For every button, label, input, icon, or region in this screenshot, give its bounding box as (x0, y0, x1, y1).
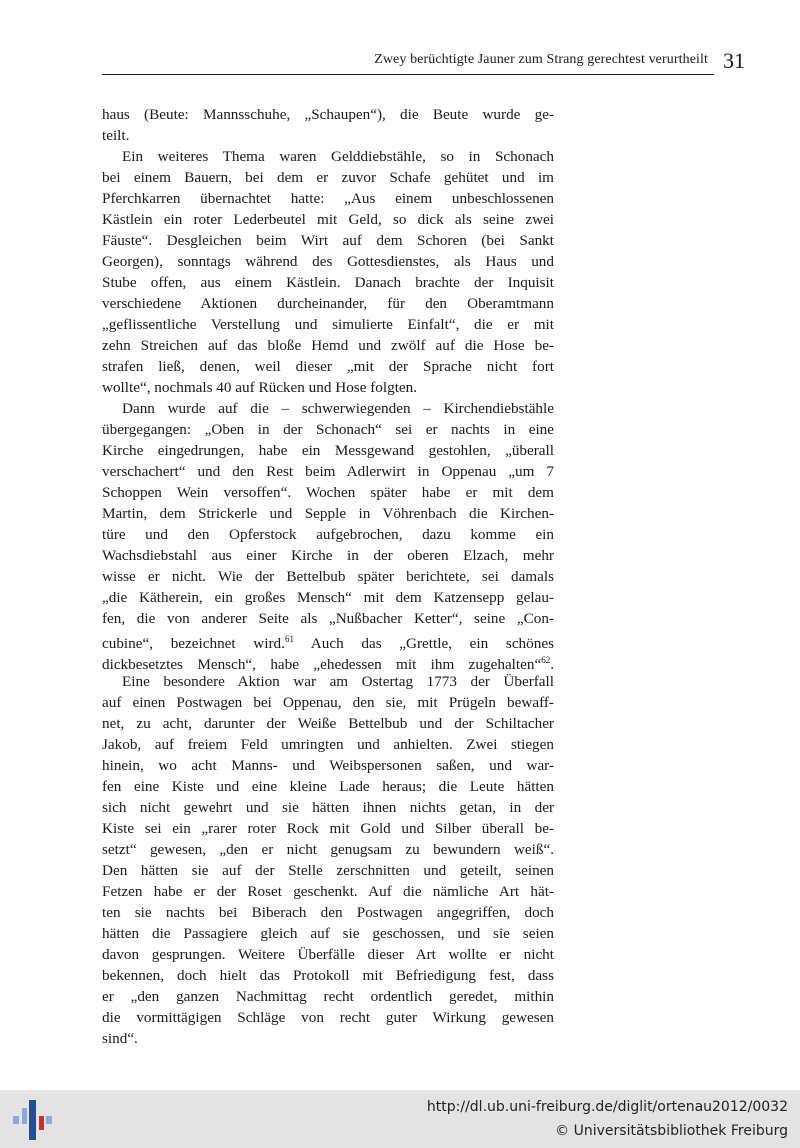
text-line: fen eine Kiste und eine kleine Lade heraus; die Leute hätten (102, 778, 554, 795)
line-text: Auch das „Grettle, ein schönes (310, 635, 554, 653)
text-line: Georgen), sonntags während des Gottesdienstes, als Haus und (102, 253, 554, 270)
text-line: setzt“ gewesen, „den er nicht genugsam zu bewundern weiß“. (102, 841, 554, 858)
text-line: Kirche eingedrungen, habe ein Messgewand gestohlen, „überall (102, 442, 554, 459)
text-line: Dann wurde auf die – schwerwiegenden – Kirchendiebstähle (122, 400, 554, 417)
text-line: Kästlein ein roter Lederbeutel mit Geld, so dick als seine zwei (102, 211, 554, 228)
text-line: ten sie nachts bei Biberach den Postwagen angegriffen, doch (102, 904, 554, 921)
text-line: hätten die Passagiere gleich auf sie geschossen, und sie seien (102, 925, 554, 942)
text-line: Wachsdiebstahl aus einer Kirche in der oberen Elzach, mehr (102, 547, 554, 564)
text-line: Eine besondere Aktion war am Ostertag 1773 der Überfall (122, 673, 554, 690)
running-header (102, 48, 714, 75)
text-line: bekennen, doch hielt das Protokoll mit Befriedigung fest, dass (102, 967, 554, 984)
text-line: bei einem Bauern, bei dem er zuvor Schafe gehütet und im (102, 169, 554, 186)
text-line: wisse er nicht. Wie der Bettelbub später berichtete, sei damals (102, 568, 554, 585)
running-title: Zwey berüchtigte Jauner zum Strang gerechtest verurtheilt (374, 52, 708, 67)
text-line: Martin, dem Strickerle und Sepple in Vöhrenbach die Kirchen- (102, 505, 554, 522)
text-line: türe und den Opferstock aufgebrochen, dazu komme ein (102, 526, 554, 543)
text-line: übergegangen: „Oben in der Schonach“ sei er nachts in eine (102, 421, 554, 438)
text-line: net, zu acht, darunter der Weiße Bettelbub und der Schiltacher (102, 715, 554, 732)
text-line: auf einen Postwagen bei Oppenau, den sie, mit Prügeln bewaff- (102, 694, 554, 711)
text-line: die vormittägigen Schläge von recht guter Wirkung gewesen (102, 1009, 554, 1026)
text-line: verschachert“ und den Rest beim Adlerwirt in Oppenau „um 7 (102, 463, 554, 480)
text-line: Fäuste“. Desgleichen beim Wirt auf dem Schoren (bei Sankt (102, 232, 554, 249)
text-line: haus (Beute: Mannsschuhe, „Schaupen“), die Beute wurde ge- (102, 106, 554, 123)
text-line: verschiedene Aktionen durcheinander, für den Oberamtmann (102, 295, 554, 312)
text-line-with-footnote (102, 629, 554, 653)
text-line: Den hätten sie auf der Stelle zerschnitten und geteilt, seinen (102, 862, 554, 879)
footnote-ref-61: 61 (284, 634, 294, 644)
footer-bar (0, 1090, 800, 1148)
copyright-notice: © Universitätsbibliothek Freiburg (555, 1123, 788, 1139)
text-line: hinein, wo acht Manns- und Weibspersonen saßen, und war- (102, 757, 554, 774)
ub-freiburg-logo-icon[interactable] (13, 1098, 53, 1142)
page-number: 31 (723, 48, 745, 73)
body-text (102, 104, 554, 1049)
line-end-punct: . (550, 656, 554, 674)
text-line: „geflissentliche Verstellung und simulierte Einfalt“, die er mit (102, 316, 554, 333)
line-text: cubine“, bezeichnet wird. (102, 635, 285, 653)
text-line: Ein weiteres Thema waren Gelddiebstähle, so in Schonach (122, 148, 554, 165)
text-line-with-footnote (102, 650, 554, 674)
text-line: sich nicht gewehrt und sie hätten ihnen nichts getan, in der (102, 799, 554, 816)
text-line: „die Kätherein, ein großes Mensch“ mit dem Katzensepp gelau- (102, 589, 554, 606)
text-line: Fetzen habe er der Roset geschenkt. Auf die nämliche Art hät- (102, 883, 554, 900)
text-line: Jakob, auf freiem Feld umringten und anhielten. Zwei stiegen (102, 736, 554, 753)
text-line: teilt. (102, 127, 130, 144)
text-line: Schoppen Wein versoffen“. Wochen später habe er mit dem (102, 484, 554, 501)
source-url-link[interactable]: http://dl.ub.uni-freiburg.de/diglit/ortenau2012/0032 (426, 1099, 788, 1115)
text-line: Pferchkarren übernachtet hatte: „Aus einem unbeschlossenen (102, 190, 554, 207)
text-line: zehn Streichen auf das bloße Hemd und zwölf auf die Hose be- (102, 337, 554, 354)
line-text: dickbesetztes Mensch“, habe „ehedessen mit ihm zugehalten“ (102, 656, 542, 674)
text-line: wollte“, nochmals 40 auf Rücken und Hose folgten. (102, 379, 418, 396)
text-line: Kiste sei ein „rarer roter Rock mit Gold und Silber überall be- (102, 820, 554, 837)
text-line: Stube offen, aus einem Kästlein. Danach brachte der Inquisit (102, 274, 554, 291)
text-line: davon gesprungen. Weitere Überfälle dieser Art wollte er nicht (102, 946, 554, 963)
footnote-ref-62: 62 (541, 655, 551, 665)
text-line: strafen ließ, denen, weil dieser „mit der Sprache nicht fort (102, 358, 554, 375)
text-line: sind“. (102, 1030, 138, 1047)
text-line: fen, die von anderer Seite als „Nußbacher Ketter“, seine „Con- (102, 610, 554, 627)
text-line: er „den ganzen Nachmittag recht ordentlich geredet, mithin (102, 988, 554, 1005)
